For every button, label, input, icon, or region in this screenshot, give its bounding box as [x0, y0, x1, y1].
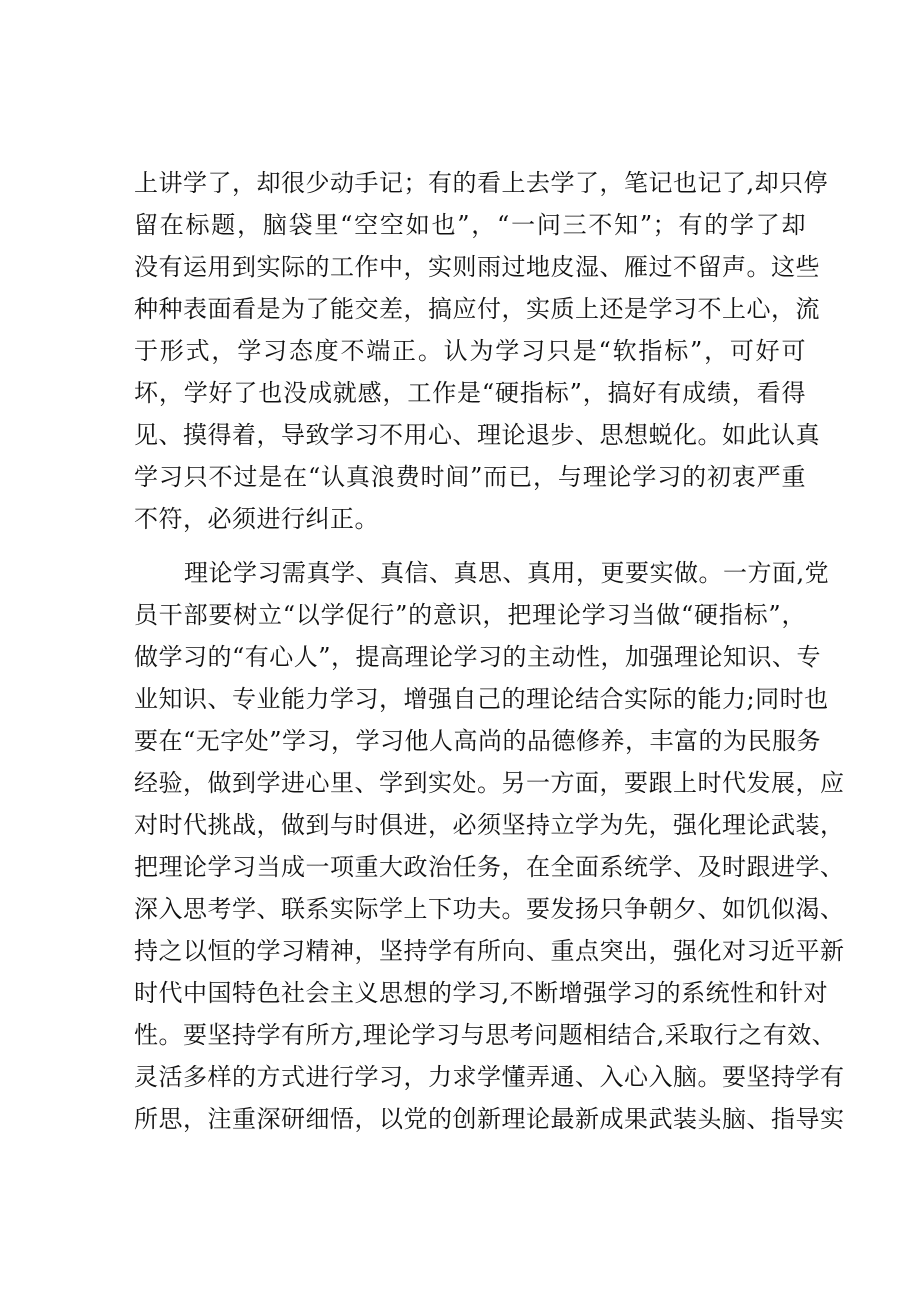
- text-line: 留在标题，脑袋里“空空如也”，“一问三不知”；有的学了却: [134, 211, 806, 239]
- text-line: 于形式，学习态度不端正。认为学习只是“软指标”，可好可: [134, 337, 806, 365]
- document-body: [134, 162, 845, 1140]
- paragraph-1: [134, 162, 829, 540]
- text-line: 时代中国特色社会主义思想的学习,不断增强学习的系统性和针对: [134, 979, 829, 1007]
- text-line: 理论学习需真学、真信、真思、真用，更要实做。一方面,党: [184, 559, 830, 587]
- paragraph-gap: [134, 540, 806, 552]
- text-line: 深入思考学、联系实际学上下功夫。要发扬只争朝夕、如饥似渴、: [134, 895, 845, 923]
- text-line: 种种表面看是为了能交差，搞应付，实质上还是学习不上心，流: [134, 295, 820, 323]
- paragraph-2: [134, 552, 845, 1140]
- text-line: 经验，做到学进心里、学到实处。另一方面，要跟上时代发展，应: [134, 769, 845, 797]
- text-line: 所思，注重深研细悟，以党的创新理论最新成果武装头脑、指导实: [134, 1105, 845, 1133]
- text-line: 不符，必须进行纠正。: [134, 505, 379, 533]
- text-line: 学习只不过是在“认真浪费时间”而已，与理论学习的初衷严重: [134, 463, 806, 491]
- text-line: 性。要坚持学有所方,理论学习与思考问题相结合,采取行之有效、: [134, 1021, 837, 1049]
- text-line: 业知识、专业能力学习，增强自己的理论结合实际的能力;同时也: [134, 685, 829, 713]
- text-line: 没有运用到实际的工作中，实则雨过地皮湿、雁过不留声。这些: [134, 253, 820, 281]
- text-line: 坏，学好了也没成就感，工作是“硬指标”，搞好有成绩，看得: [134, 379, 806, 407]
- text-line: 上讲学了，却很少动手记；有的看上去学了，笔记也记了,却只停: [134, 169, 829, 197]
- text-line: 员干部要树立“以学促行”的意识，把理论学习当做“硬指标”，: [134, 601, 806, 629]
- text-line: 要在“无字处”学习，学习他人高尚的品德修养，丰富的为民服务: [134, 727, 822, 755]
- text-line: 对时代挑战，做到与时俱进，必须坚持立学为先，强化理论武装，: [134, 811, 845, 839]
- text-line: 持之以恒的学习精神，坚持学有所向、重点突出，强化对习近平新: [134, 937, 845, 965]
- text-line: 把理论学习当成一项重大政治任务，在全面系统学、及时跟进学、: [134, 853, 845, 881]
- text-line: 灵活多样的方式进行学习，力求学懂弄通、入心入脑。要坚持学有: [134, 1063, 845, 1091]
- text-line: 见、摸得着，导致学习不用心、理论退步、思想蜕化。如此认真: [134, 421, 820, 449]
- text-line: 做学习的“有心人”，提高理论学习的主动性，加强理论知识、专: [134, 643, 822, 671]
